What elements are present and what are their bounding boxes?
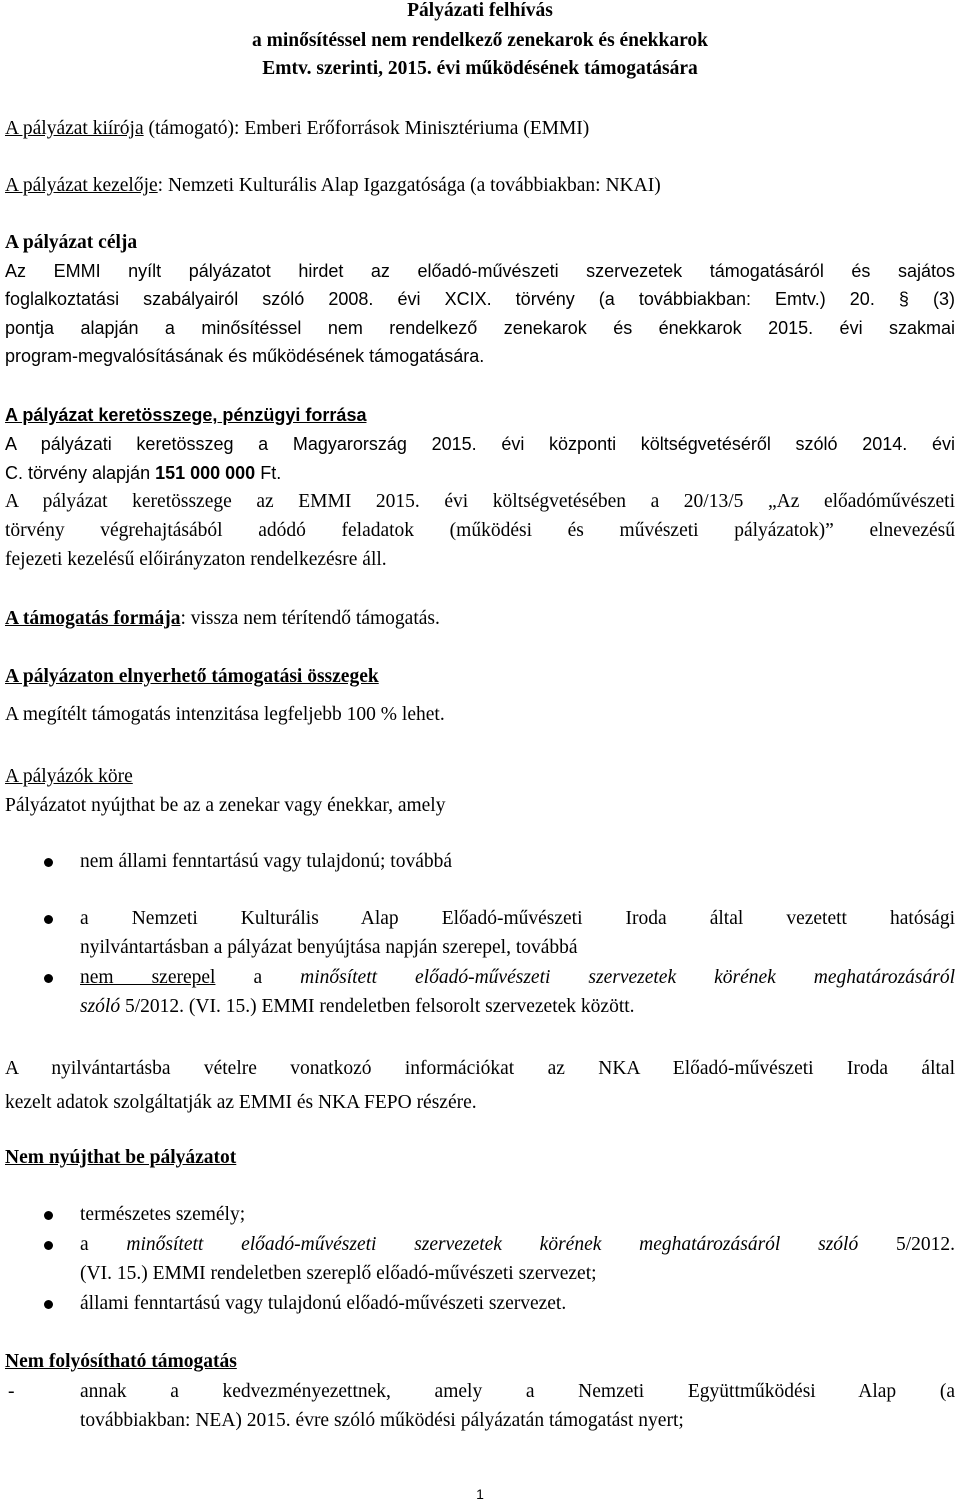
applicants-bullet-3-line-1 [80,964,955,992]
decree-title-italic: minősített előadó-művészeti szervezetek körének meghatározásáról [300,967,956,988]
support-form-text: : vissza nem térítendő támogatás. [180,608,440,629]
budget-amount: 151 000 000 [155,463,256,483]
manager-label: A pályázat kezelője [5,175,158,196]
document-title-line-2: a minősítéssel nem rendelkező zenekarok és énekkarok [251,30,709,51]
applicants-bullet-3-line-2 [80,993,955,1021]
document-title-line-1: Pályázati felhívás [407,0,553,21]
issuer-text: (támogató): Emberi Erőforrások Minisztériuma (EMMI) [143,118,590,139]
nonpayable-line-2: továbbiakban: NEA) 2015. évre szóló működési pályázatán támogatást nyert; [80,1410,684,1431]
budget-line-3: A pályázat keretösszege az EMMI 2015. évi költségvetésében a 20/13/5 „Az előadóművészeti [5,491,955,512]
budget-line-2 [5,459,955,487]
support-form-line [5,605,955,633]
nonpayable-heading: Nem folyósítható támogatás [5,1351,237,1372]
budget-line-4: törvény végrehajtásából adódó feladatok (működési és művészeti pályázatok)” elnevezésű [5,520,955,541]
bullet-icon [44,1211,53,1220]
document-title-line-3: Emtv. szerinti, 2015. évi működésének támogatására [262,58,698,79]
excluded-bullet-2-line-2: (VI. 15.) EMMI rendeletben szereplő előadó-művészeti szervezet; [80,1263,597,1284]
manager-text: : Nemzeti Kulturális Alap Igazgatósága (a továbbiakban: NKAI) [157,175,661,196]
article-text: a [215,967,301,988]
amounts-heading: A pályázaton elnyerhető támogatási összegek [5,666,379,687]
registry-line-2: kezelt adatok szolgáltatják az EMMI és NKA FEPO részére. [5,1092,477,1113]
issuer-label: A pályázat kiírója [5,118,144,139]
article-text: a [80,1234,127,1255]
bullet-icon [44,1241,53,1250]
purpose-heading: A pályázat célja [5,232,138,253]
purpose-line-1: Az EMMI nyílt pályázatot hirdet az előadó-művészeti szervezetek támogatásáról és sajátos [5,261,955,281]
decree-number: 5/2012. [858,1234,956,1255]
bullet-icon [44,915,53,924]
decree-title-italic-end: szóló [80,996,121,1017]
applicants-bullet-2-line-1: a Nemzeti Kulturális Alap Előadó-művészeti Iroda által vezetett hatósági [80,908,955,929]
budget-currency: Ft. [255,463,282,483]
excluded-bullet-3: állami fenntartású vagy tulajdonú előadó-művészeti szervezet. [80,1293,567,1314]
bullet-icon [44,974,53,983]
page-number: 1 [476,1486,484,1502]
purpose-line-4: program-megvalósításának és működésének támogatására. [5,346,485,366]
issuer-line [5,115,955,143]
bullet-icon [44,1300,53,1309]
not-listed-text: nem szerepel [80,967,216,988]
support-form-label: A támogatás formája [5,608,181,629]
bullet-icon [44,858,53,867]
budget-law-text: C. törvény alapján [5,463,156,483]
nonpayable-line-1: annak a kedvezményezettnek, amely a Nemzeti Együttműködési Alap (a [80,1381,955,1402]
budget-line-1: A pályázati keretösszeg a Magyarország 2015. évi központi költségvetéséről szóló 2014. évi [5,434,955,454]
applicants-bullet-2-line-2: nyilvántartásban a pályázat benyújtása napján szerepel, továbbá [80,937,578,958]
applicants-bullet-1: nem állami fenntartású vagy tulajdonú; továbbá [80,851,453,872]
excluded-bullet-1: természetes személy; [80,1204,246,1225]
purpose-line-3: pontja alapján a minősítéssel nem rendelkező zenekarok és énekkarok 2015. évi szakmai [5,318,955,338]
applicants-intro: Pályázatot nyújthat be az a zenekar vagy énekkar, amely [5,795,446,816]
excluded-heading: Nem nyújthat be pályázatot [5,1147,237,1168]
amounts-text: A megítélt támogatás intenzitása legfeljebb 100 % lehet. [5,704,445,725]
purpose-line-2: foglalkoztatási szabályairól szóló 2008. évi XCIX. törvény (a továbbiakban: Emtv.) 20. § (3) [5,289,955,309]
excluded-bullet-2-line-1 [80,1231,955,1259]
applicants-heading: A pályázók köre [5,766,133,787]
registry-line-1: A nyilvántartásba vételre vonatkozó információkat az NKA Előadó-művészeti Iroda által [5,1058,955,1079]
decree-title-italic: minősített előadó-művészeti szervezetek körének meghatározásáról szóló [126,1234,859,1255]
budget-line-5: fejezeti kezelésű előirányzaton rendelkezésre áll. [5,549,387,570]
decree-reference: 5/2012. (VI. 15.) EMMI rendeletben felsorolt szervezetek között. [120,996,635,1017]
manager-line [5,172,955,200]
dash-marker: - [8,1381,15,1402]
budget-heading: A pályázat keretösszege, pénzügyi forrása [5,405,367,425]
